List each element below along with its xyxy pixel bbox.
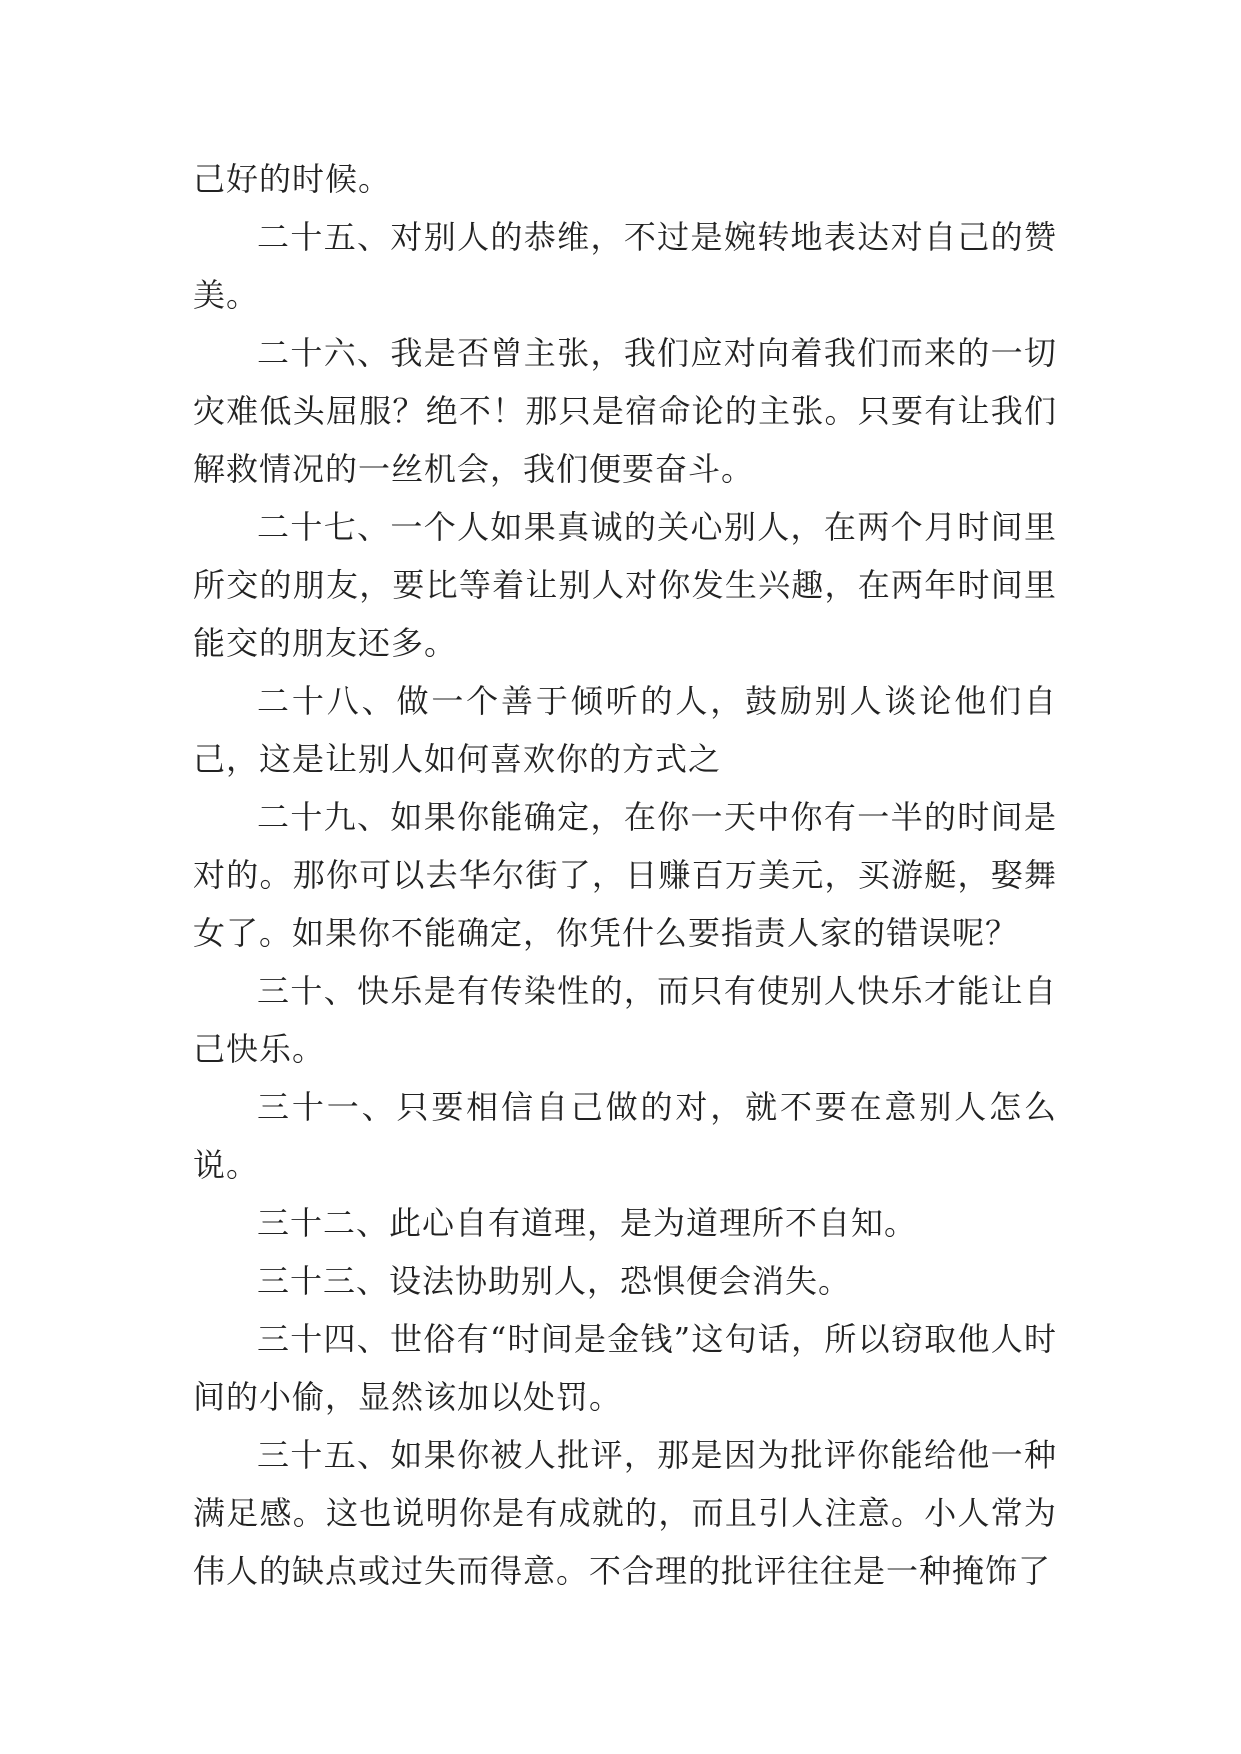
paragraph-35: 三十五、如果你被人批评，那是因为批评你能给他一种满足感。这也说明你是有成就的，而且引人注意。小人常为伟人的缺点或过失而得意。不合理的批评往往是一种掩饰了: [193, 1436, 1057, 1590]
paragraph-27: 二十七、一个人如果真诚的关心别人，在两个月时间里所交的朋友，要比等着让别人对你发生兴趣，在两年时间里能交的朋友还多。: [193, 508, 1057, 662]
paragraph-31: 三十一、只要相信自己做的对，就不要在意别人怎么说。: [193, 1088, 1057, 1184]
paragraph-33: 三十三、设法协助别人，恐惧便会消失。: [257, 1262, 852, 1300]
paragraph-29: 二十九、如果你能确定，在你一天中你有一半的时间是对的。那你可以去华尔街了，日赚百万美元，买游艇，娶舞女了。如果你不能确定，你凭什么要指责人家的错误呢？: [193, 798, 1057, 952]
paragraph-26: 二十六、我是否曾主张，我们应对向着我们而来的一切灾难低头屈服？绝不！那只是宿命论的主张。只要有让我们解救情况的一丝机会，我们便要奋斗。: [193, 334, 1057, 488]
paragraph-25: 二十五、对别人的恭维，不过是婉转地表达对自己的赞美。: [193, 218, 1057, 314]
paragraph-34: 三十四、世俗有“时间是金钱”这句话，所以窃取他人时间的小偷，显然该加以处罚。: [193, 1320, 1057, 1416]
paragraph-30: 三十、快乐是有传染性的，而只有使别人快乐才能让自己快乐。: [193, 972, 1057, 1068]
paragraph-28: 二十八、做一个善于倾听的人，鼓励别人谈论他们自己，这是让别人如何喜欢你的方式之: [193, 682, 1057, 778]
paragraph-continuation: 己好的时候。: [193, 160, 392, 198]
paragraph-32: 三十二、此心自有道理，是为道理所不自知。: [257, 1204, 918, 1242]
document-body: [193, 150, 1057, 1600]
